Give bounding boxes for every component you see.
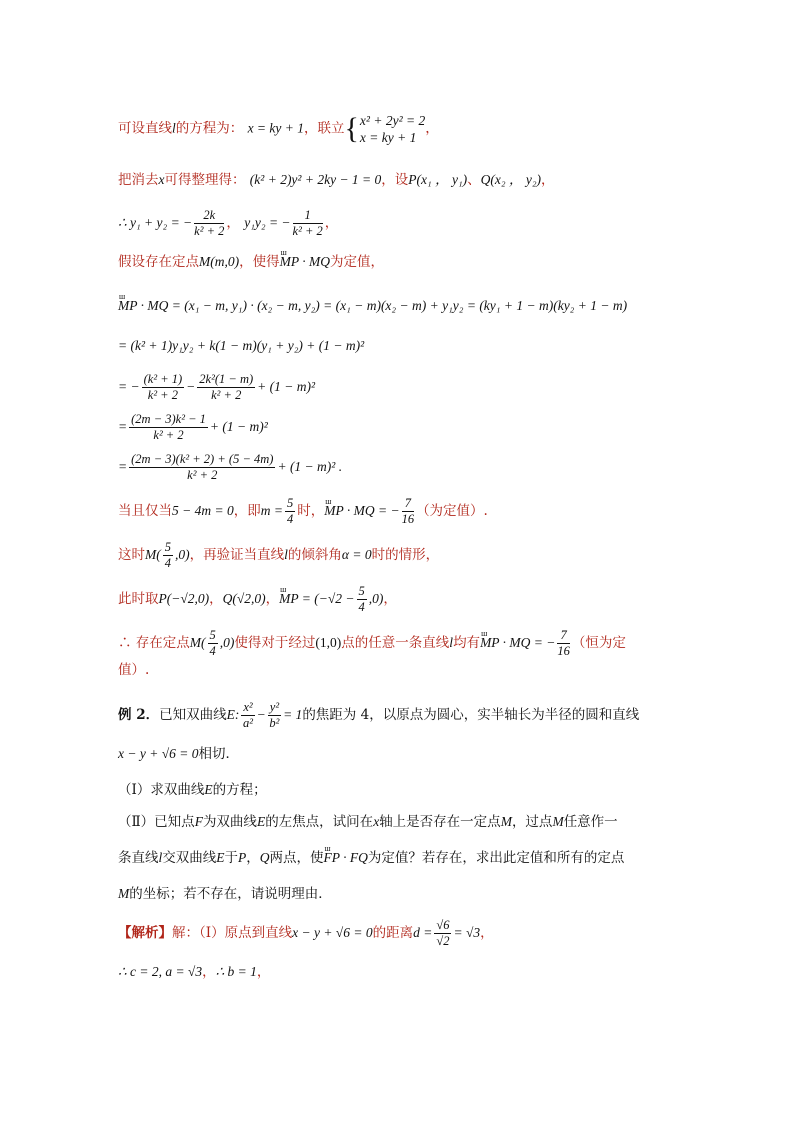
point-p: P(x₁ ， y₁) — [408, 172, 468, 187]
line-eliminate — [118, 170, 555, 190]
text: 点的任意一条直线 — [341, 635, 450, 651]
line-simplify-4 — [118, 452, 342, 483]
text: ,0) — [175, 547, 190, 562]
denominator: 16 — [557, 644, 570, 658]
text: = 1 — [283, 707, 303, 722]
var-l: l — [284, 547, 288, 562]
denominator: k² + 2 — [292, 224, 323, 238]
text: ， — [202, 964, 216, 980]
line-simplify-2 — [118, 372, 315, 403]
fraction — [208, 628, 218, 659]
numerator: 2k — [194, 208, 224, 224]
text: = — [118, 419, 128, 434]
numerator: y² — [269, 700, 280, 714]
var-m: M — [552, 814, 564, 829]
var-q: Q — [259, 850, 270, 865]
sum-roots: ∴ y₁ + y₂ = − — [118, 215, 193, 230]
fraction — [402, 496, 415, 527]
var-x: x — [373, 814, 380, 829]
text: ,0) — [219, 635, 235, 650]
denominator: 4 — [358, 600, 365, 614]
vector-product: ш MP · MQ — [280, 252, 330, 272]
denominator: a² — [242, 716, 253, 730]
numerator: (2m − 3)(k² + 2) + (5 − 4m) — [131, 452, 274, 466]
line-equation: x − y + √6 = 0 — [118, 746, 199, 761]
fraction — [268, 700, 281, 731]
fraction — [194, 208, 224, 239]
text: 为定值， — [330, 254, 384, 270]
vector-product: ш FP · FQ — [324, 848, 368, 868]
denominator: 4 — [209, 644, 216, 658]
var-e: E — [216, 850, 225, 865]
equation: 5 − 4m = 0 — [172, 503, 234, 518]
equation-system — [360, 112, 425, 146]
var-x: x — [158, 172, 165, 187]
text: （为定值）. — [416, 503, 488, 519]
var-m: M — [500, 814, 512, 829]
vector-product: ш MP · MQ = − — [324, 501, 399, 521]
numerator: x² — [243, 700, 253, 714]
var-l: l — [449, 635, 454, 650]
fraction — [163, 540, 173, 571]
line-part-1 — [118, 780, 267, 800]
fraction — [142, 372, 185, 403]
brace-icon: { — [344, 112, 359, 145]
text: 相切． — [198, 746, 239, 762]
fraction — [293, 208, 323, 239]
var-l: l — [158, 850, 163, 865]
text: ， — [256, 964, 271, 980]
text: − — [256, 707, 266, 722]
text: 的坐标；若不存在，请说明理由． — [129, 886, 332, 902]
line-simplify-3 — [118, 412, 268, 443]
example-label: 例 2． — [118, 707, 160, 723]
text: ，再验证当直线 — [189, 547, 285, 563]
text: 为双曲线 — [202, 814, 257, 830]
text: ， — [425, 120, 439, 137]
line-condition — [118, 496, 488, 527]
text: ， — [324, 215, 339, 231]
vector-product: ш MP · MQ = − — [480, 633, 555, 653]
text: = — [118, 459, 128, 474]
text: 值）. — [118, 662, 150, 678]
text: ，使得 — [239, 254, 280, 270]
text: ，即 — [233, 503, 261, 519]
var-e: E: — [226, 707, 240, 722]
text: 使得对于经过 — [234, 635, 316, 651]
var-f: F — [194, 814, 203, 829]
text: ， — [480, 925, 494, 941]
text: + (1 − m)² . — [277, 459, 343, 474]
text: 可得整理得： — [164, 172, 246, 188]
line-part-2 — [118, 812, 618, 832]
text: 均有 — [453, 635, 481, 651]
fraction — [434, 918, 451, 949]
fraction — [197, 372, 255, 403]
text: 的倾斜角 — [287, 547, 342, 563]
numerator: 5 — [164, 540, 171, 554]
text: = √3 — [453, 925, 481, 940]
line-tangent — [118, 744, 239, 764]
point: (1,0) — [315, 635, 342, 650]
line-dot-product — [118, 296, 627, 316]
text: 时， — [297, 503, 325, 519]
line-solution — [118, 918, 494, 949]
denominator: 4 — [286, 512, 294, 526]
var-p: P — [238, 850, 247, 865]
text: − — [186, 379, 196, 394]
text: M( — [189, 635, 206, 650]
text: ，设 — [381, 172, 409, 188]
text: 已知双曲线 — [159, 707, 227, 723]
text: （Ⅰ）求双曲线 — [118, 782, 205, 798]
text: （Ⅱ）已知点 — [118, 814, 195, 830]
line-vieta — [118, 208, 338, 239]
line-part-2-end — [118, 884, 332, 904]
line-equation: x − y + √6 = 0 — [292, 925, 373, 940]
line-conclusion-cont — [118, 660, 149, 680]
line-values — [118, 962, 270, 982]
point-q: Q(x₂ ， y₂) — [480, 172, 542, 187]
fraction — [241, 700, 254, 731]
text: 任意作一 — [563, 814, 618, 830]
text: ， — [246, 850, 260, 866]
denominator: k² + 2 — [153, 428, 184, 442]
line-verify — [118, 540, 439, 571]
text: ， — [226, 215, 240, 231]
text: 、 — [467, 172, 481, 188]
text: 可设直线 — [118, 120, 172, 137]
text: ， — [209, 591, 223, 607]
system-eq-1: x² + 2y² = 2 — [359, 113, 426, 128]
text: 于 — [224, 850, 239, 866]
denominator: k² + 2 — [147, 388, 178, 402]
text: 条直线 — [118, 850, 159, 866]
expression: = (k² + 1)y₁y₂ + k(1 − m)(y₁ + y₂) + (1 − m)² — [118, 338, 365, 353]
text: 交双曲线 — [162, 850, 217, 866]
denominator: √2 — [436, 934, 450, 948]
text: 为定值？若存在，求出此定值和所有的定点 — [367, 850, 625, 866]
line-part-2-cont — [118, 848, 624, 868]
line-setup-equation — [118, 112, 439, 146]
text: 把消去 — [118, 172, 159, 188]
line-take-points — [118, 584, 397, 615]
numerator: 7 — [402, 496, 415, 512]
fraction — [557, 628, 570, 659]
text: ， — [265, 591, 280, 607]
numerator: 5 — [209, 628, 216, 642]
text: + (1 − m)² — [257, 379, 316, 394]
point-q: Q(√2,0) — [222, 591, 266, 606]
system-eq-2: x = ky + 1 — [359, 130, 417, 145]
text: 的左焦点，试问在 — [265, 814, 374, 830]
denominator: k² + 2 — [211, 388, 242, 402]
text: ∴ 存在定点 — [118, 635, 190, 651]
fraction — [129, 412, 208, 443]
text: M( — [145, 547, 161, 562]
fraction — [285, 496, 295, 527]
point-m: M(m,0) — [199, 254, 240, 269]
text: ,0) — [368, 591, 384, 606]
text: ， — [541, 172, 555, 188]
line-example-2 — [118, 700, 639, 731]
text: ， — [383, 591, 397, 607]
text: 假设存在定点 — [118, 254, 199, 270]
quadratic-equation: (k² + 2)y² + 2ky − 1 = 0 — [249, 172, 382, 187]
denominator: 16 — [401, 512, 415, 526]
var-e: E — [204, 782, 213, 797]
analysis-tag: 【解析】 — [118, 925, 172, 941]
fraction — [357, 584, 367, 615]
product-roots: y₁y₂ = − — [244, 215, 291, 230]
text: 此时取 — [118, 591, 159, 607]
numerator: 1 — [293, 208, 323, 224]
numerator: 2k²(1 − m) — [199, 372, 254, 386]
point-p: P(−√2,0) — [158, 591, 210, 606]
text: 的距离 — [372, 925, 414, 941]
denominator: k² + 2 — [187, 468, 218, 482]
equation: ∴ c = 2, a = √3 — [118, 964, 203, 979]
numerator: 5 — [358, 584, 365, 598]
text: ，联立 — [304, 120, 345, 137]
numerator: (k² + 1) — [143, 372, 183, 386]
denominator: k² + 2 — [194, 224, 225, 238]
denominator: b² — [269, 716, 280, 730]
numerator: 7 — [557, 628, 570, 644]
text: 当且仅当 — [118, 503, 172, 519]
text: d = — [413, 925, 433, 940]
text: m = — [260, 503, 283, 518]
text: （恒为定 — [571, 635, 626, 651]
vector-mp: ш MP = (−√2 − — [279, 589, 354, 609]
dot-product-expansion: ш MP · MQ = (x₁ − m, y₁) · (x₂ − m, y₂) = (x₁ − m)(x₂ − m) + y₁y₂ = (ky₁ + 1 − m)(ky₂ + 1 − m) — [118, 296, 627, 316]
text: 解：（Ⅰ）原点到直线 — [172, 925, 293, 941]
text: = − — [118, 379, 140, 394]
text: 时的情形， — [371, 547, 440, 563]
numerator: √6 — [436, 918, 450, 932]
denominator: 4 — [164, 556, 171, 570]
line-equation: x = ky + 1 — [247, 120, 305, 136]
text: 轴上是否存在一定点 — [379, 814, 501, 830]
var-e: E — [256, 814, 266, 829]
text: 两点，使 — [269, 850, 324, 866]
line-assume-fixed-point — [118, 252, 384, 272]
equation: ∴ b = 1 — [215, 964, 257, 979]
text: 的焦距为 4，以原点为圆心，实半轴长为半径的圆和直线 — [302, 707, 640, 723]
numerator: 5 — [286, 496, 294, 510]
text: 这时 — [118, 547, 145, 563]
text: + (1 − m)² — [209, 419, 268, 434]
equation: α = 0 — [341, 547, 372, 562]
text: 的方程； — [212, 782, 267, 798]
var-l: l — [172, 120, 176, 136]
text: 的方程为： — [175, 120, 244, 137]
fraction — [129, 452, 275, 483]
var-m: M — [118, 886, 130, 901]
numerator: (2m − 3)k² − 1 — [131, 412, 206, 426]
text: ，过点 — [511, 814, 553, 830]
line-simplify-1 — [118, 336, 364, 356]
line-conclusion — [118, 628, 626, 659]
